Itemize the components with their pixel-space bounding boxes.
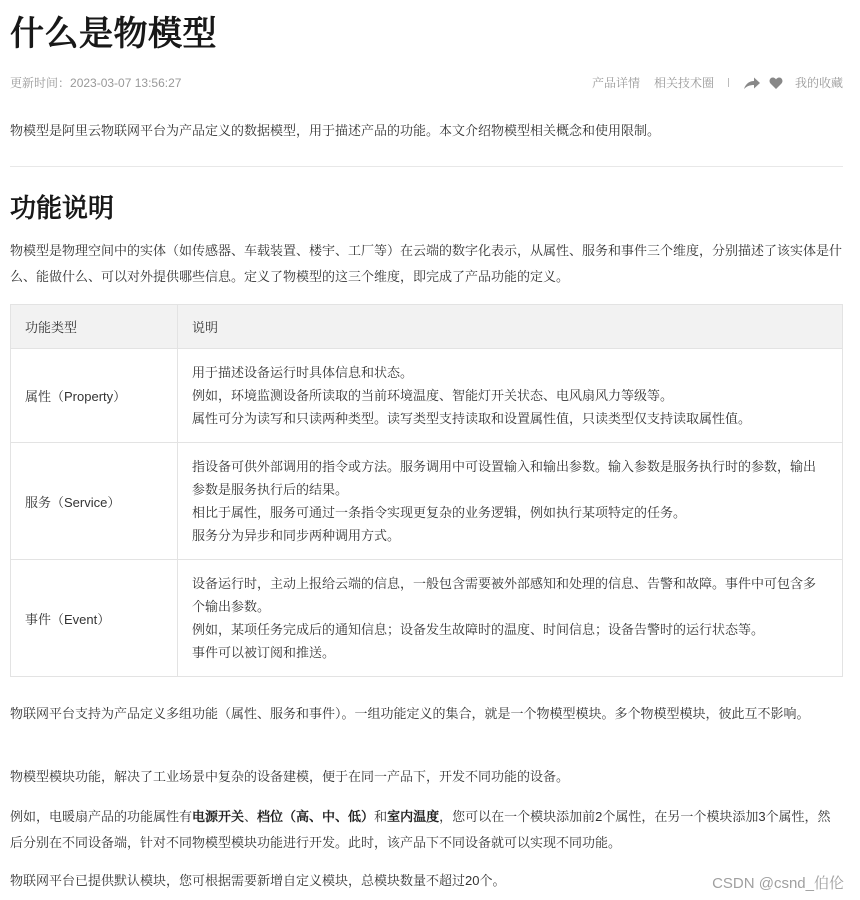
description-line: 相比于属性，服务可通过一条指令实现更复杂的业务逻辑，例如执行某项特定的任务。 bbox=[192, 505, 687, 520]
update-time bbox=[10, 74, 181, 91]
description-line: 服务分为异步和同步两种调用方式。 bbox=[192, 528, 401, 543]
bold-term: 室内温度 bbox=[387, 809, 440, 824]
paragraph-default-module: 物联网平台已提供默认模块，您可根据需要新增自定义模块，总模块数量不超过20个。 bbox=[10, 873, 506, 888]
heart-icon[interactable] bbox=[769, 76, 783, 90]
paragraph-example bbox=[10, 804, 843, 856]
description-line: 设备运行时，主动上报给云端的信息，一般包含需要被外部感知和处理的信息、告警和故障。事件中可包含多个输出参数。 bbox=[192, 576, 817, 614]
meta-row bbox=[10, 72, 843, 92]
cell-description bbox=[178, 443, 843, 560]
update-time-value: 2023-03-07 13:56:27 bbox=[70, 76, 182, 90]
product-detail-link[interactable]: 产品详情 bbox=[591, 76, 640, 90]
cell-type: 服务（Service） bbox=[11, 443, 178, 560]
description-line: 事件可以被订阅和推送。 bbox=[192, 645, 336, 660]
description-line: 例如，某项任务完成后的通知信息；设备发生故障时的温度、时间信息；设备告警时的运行状态等。 bbox=[192, 622, 765, 637]
cell-type: 属性（Property） bbox=[11, 349, 178, 443]
bold-term: 档位（高、中、低） bbox=[257, 809, 375, 824]
intro-paragraph: 物模型是阿里云物联网平台为产品定义的数据模型，用于描述产品的功能。本文介绍物模型相关概念和使用限制。 bbox=[10, 123, 661, 138]
page-title: 什么是物模型 bbox=[10, 15, 217, 53]
section-divider bbox=[10, 166, 843, 167]
text: ，您可以在一个模块添加前2个属性，在另一个模块添加3个属性，然后分别在不同设备端，针对不同物模型模块功能进行开发。此时，该产品下不同设备就可以实现不同功能。 bbox=[10, 809, 831, 850]
tech-circle-link[interactable]: 相关技术圈 bbox=[653, 76, 714, 90]
table-row bbox=[11, 349, 843, 443]
column-header-type: 功能类型 bbox=[11, 305, 178, 349]
text: 和 bbox=[374, 809, 388, 824]
section-heading: 功能说明 bbox=[10, 193, 115, 223]
description-line: 指设备可供外部调用的指令或方法。服务调用中可设置输入和输出参数。输入参数是服务执行时的参数，输出参数是服务执行后的结果。 bbox=[192, 459, 817, 497]
bold-term: 电源开关 bbox=[192, 809, 245, 824]
cell-description bbox=[178, 560, 843, 677]
description-line: 例如，环境监测设备所读取的当前环境温度、智能灯开关状态、电风扇风力等级等。 bbox=[192, 388, 674, 403]
cell-description bbox=[178, 349, 843, 443]
column-header-description: 说明 bbox=[178, 305, 843, 349]
function-type-table bbox=[10, 304, 843, 677]
my-favorites-link[interactable]: 我的收藏 bbox=[794, 76, 843, 90]
table-row bbox=[11, 560, 843, 677]
description-line: 用于描述设备运行时具体信息和状态。 bbox=[192, 365, 414, 380]
share-icon[interactable] bbox=[743, 76, 761, 90]
text: 例如，电暖扇产品的功能属性有 bbox=[10, 809, 193, 824]
watermark: CSDN @csnd_伯伦 bbox=[712, 875, 844, 892]
article-actions bbox=[578, 74, 843, 91]
paragraph-modules: 物联网平台支持为产品定义多组功能（属性、服务和事件）。一组功能定义的集合，就是一个物模型模块。多个物模型模块，彼此互不影响。 bbox=[10, 706, 810, 721]
text: 、 bbox=[244, 809, 258, 824]
section-description: 物模型是物理空间中的实体（如传感器、车载装置、楼宇、工厂等）在云端的数字化表示，从属性、服务和事件三个维度，分别描述了该实体是什么、能做什么、可以对外提供哪些信息。定义了物模型的这三个维度，即完成了产品功能的定义。 bbox=[10, 243, 843, 284]
paragraph-module-function: 物模型模块功能，解决了工业场景中复杂的设备建模，便于在同一产品下，开发不同功能的设备。 bbox=[10, 769, 570, 784]
description-line: 属性可分为读写和只读两种类型。读写类型支持读取和设置属性值，只读类型仅支持读取属性值。 bbox=[192, 411, 752, 426]
update-time-label: 更新时间： bbox=[10, 76, 71, 90]
table-row bbox=[11, 443, 843, 560]
cell-type: 事件（Event） bbox=[11, 560, 178, 677]
divider bbox=[728, 78, 729, 87]
